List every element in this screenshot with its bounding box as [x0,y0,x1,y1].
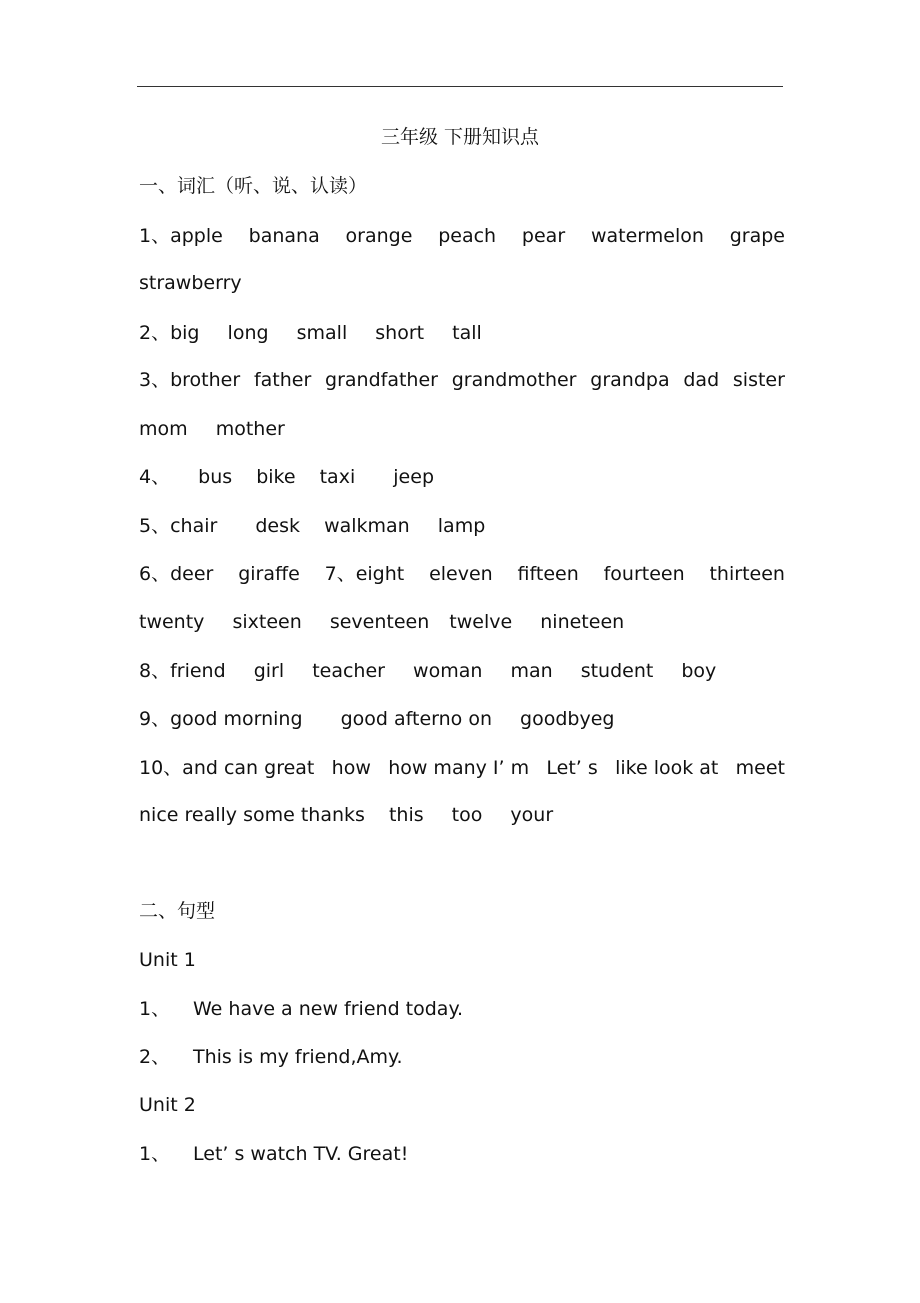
vocab-word: giraffe [238,563,300,585]
vocab-word: 5、chair [139,515,218,537]
vocab-word: twenty [139,611,205,633]
vocab-word: Let’ s [546,757,598,779]
vocab-word: 10、and can great [139,757,315,779]
vocab-word: 7、eight [324,563,405,585]
vocab-line-4 [139,367,785,393]
vocab-line-6 [139,464,785,490]
unit2-heading: Unit 2 [139,1094,196,1116]
vocab-word: too [451,804,483,826]
vocab-word: this [388,804,424,826]
vocab-line-1 [139,223,785,249]
vocab-word: desk [255,515,301,537]
vocab-line-2 [139,270,785,296]
vocab-word: grape [729,225,785,247]
vocab-word: 6、deer [139,563,214,585]
vocab-word: man [510,660,553,682]
vocab-word: long [227,322,269,344]
vocab-word: 1、apple [139,225,223,247]
vocab-word: thirteen [709,563,785,585]
vocab-word: grandmother [451,369,577,391]
vocab-word: banana [248,225,320,247]
vocab-word: orange [345,225,413,247]
vocab-word: twelve [449,611,513,633]
vocab-word: nice really some thanks [139,804,365,826]
vocab-word: how [331,757,371,779]
vocab-word: 8、friend [139,660,226,682]
vocab-word: father [253,369,312,391]
vocab-line-11 [139,706,785,732]
vocab-line-12 [139,755,785,781]
vocab-word: seventeen [329,611,430,633]
vocab-word: nineteen [540,611,625,633]
page-title: 三年级 下册知识点 [380,126,540,148]
vocab-word: fourteen [603,563,685,585]
vocab-word: 9、good morning [139,708,303,730]
sentence-u1-1 [139,996,785,1022]
vocab-word: 3、brother [139,369,241,391]
vocab-word: taxi [319,466,356,488]
sentence-text: Let’ s watch TV. Great! [193,1143,409,1165]
vocab-word: lamp [437,515,486,537]
vocab-word: student [580,660,654,682]
vocab-word: watermelon [590,225,704,247]
vocab-word: bus [198,466,233,488]
vocab-word: walkman [324,515,410,537]
vocab-word: mother [215,418,285,440]
vocab-word: sixteen [232,611,302,633]
vocab-word: jeep [393,466,434,488]
vocab-word: short [375,322,425,344]
vocab-word: sister [732,369,785,391]
vocab-word: like look at [615,757,719,779]
vocab-word: your [510,804,554,826]
vocab-line-9 [139,609,785,635]
sentence-number: 2、 [139,1046,171,1068]
sentence-number: 1、 [139,1143,171,1165]
vocab-word: 4、 [139,466,171,488]
sentence-text: We have a new friend today. [193,998,464,1020]
vocab-word: peach [438,225,497,247]
section2-heading: 二、句型 [139,900,216,922]
vocab-line-7 [139,513,785,539]
vocab-word: teacher [312,660,385,682]
vocab-word: woman [413,660,483,682]
vocab-word: meet [735,757,785,779]
vocab-word: goodbyeg [520,708,615,730]
vocab-word: boy [681,660,717,682]
sentence-text: This is my friend,Amy. [193,1046,403,1068]
vocab-word: girl [253,660,285,682]
vocab-word: pear [521,225,566,247]
sentence-number: 1、 [139,998,171,1020]
vocab-line-10 [139,658,785,684]
sentence-u2-1 [139,1141,785,1167]
vocab-line-3 [139,320,785,346]
vocab-word: small [296,322,348,344]
vocab-word: grandpa [590,369,670,391]
unit1-heading: Unit 1 [139,949,196,971]
vocab-word: fifteen [517,563,579,585]
section1-heading: 一、词汇（听、说、认读） [139,175,368,197]
vocab-line-5 [139,416,785,442]
vocab-line-8 [139,561,785,587]
vocab-word: bike [256,466,296,488]
vocab-word: good afterno on [340,708,492,730]
vocab-word: dad [683,369,720,391]
vocab-word: strawberry [139,272,242,294]
header-rule [137,86,783,87]
vocab-word: 2、big [139,322,200,344]
vocab-word: eleven [429,563,493,585]
vocab-word: grandfather [325,369,438,391]
vocab-word: tall [452,322,482,344]
sentence-u1-2 [139,1044,785,1070]
vocab-word: how many I’ m [388,757,530,779]
vocab-line-13 [139,802,785,828]
vocab-word: mom [139,418,188,440]
